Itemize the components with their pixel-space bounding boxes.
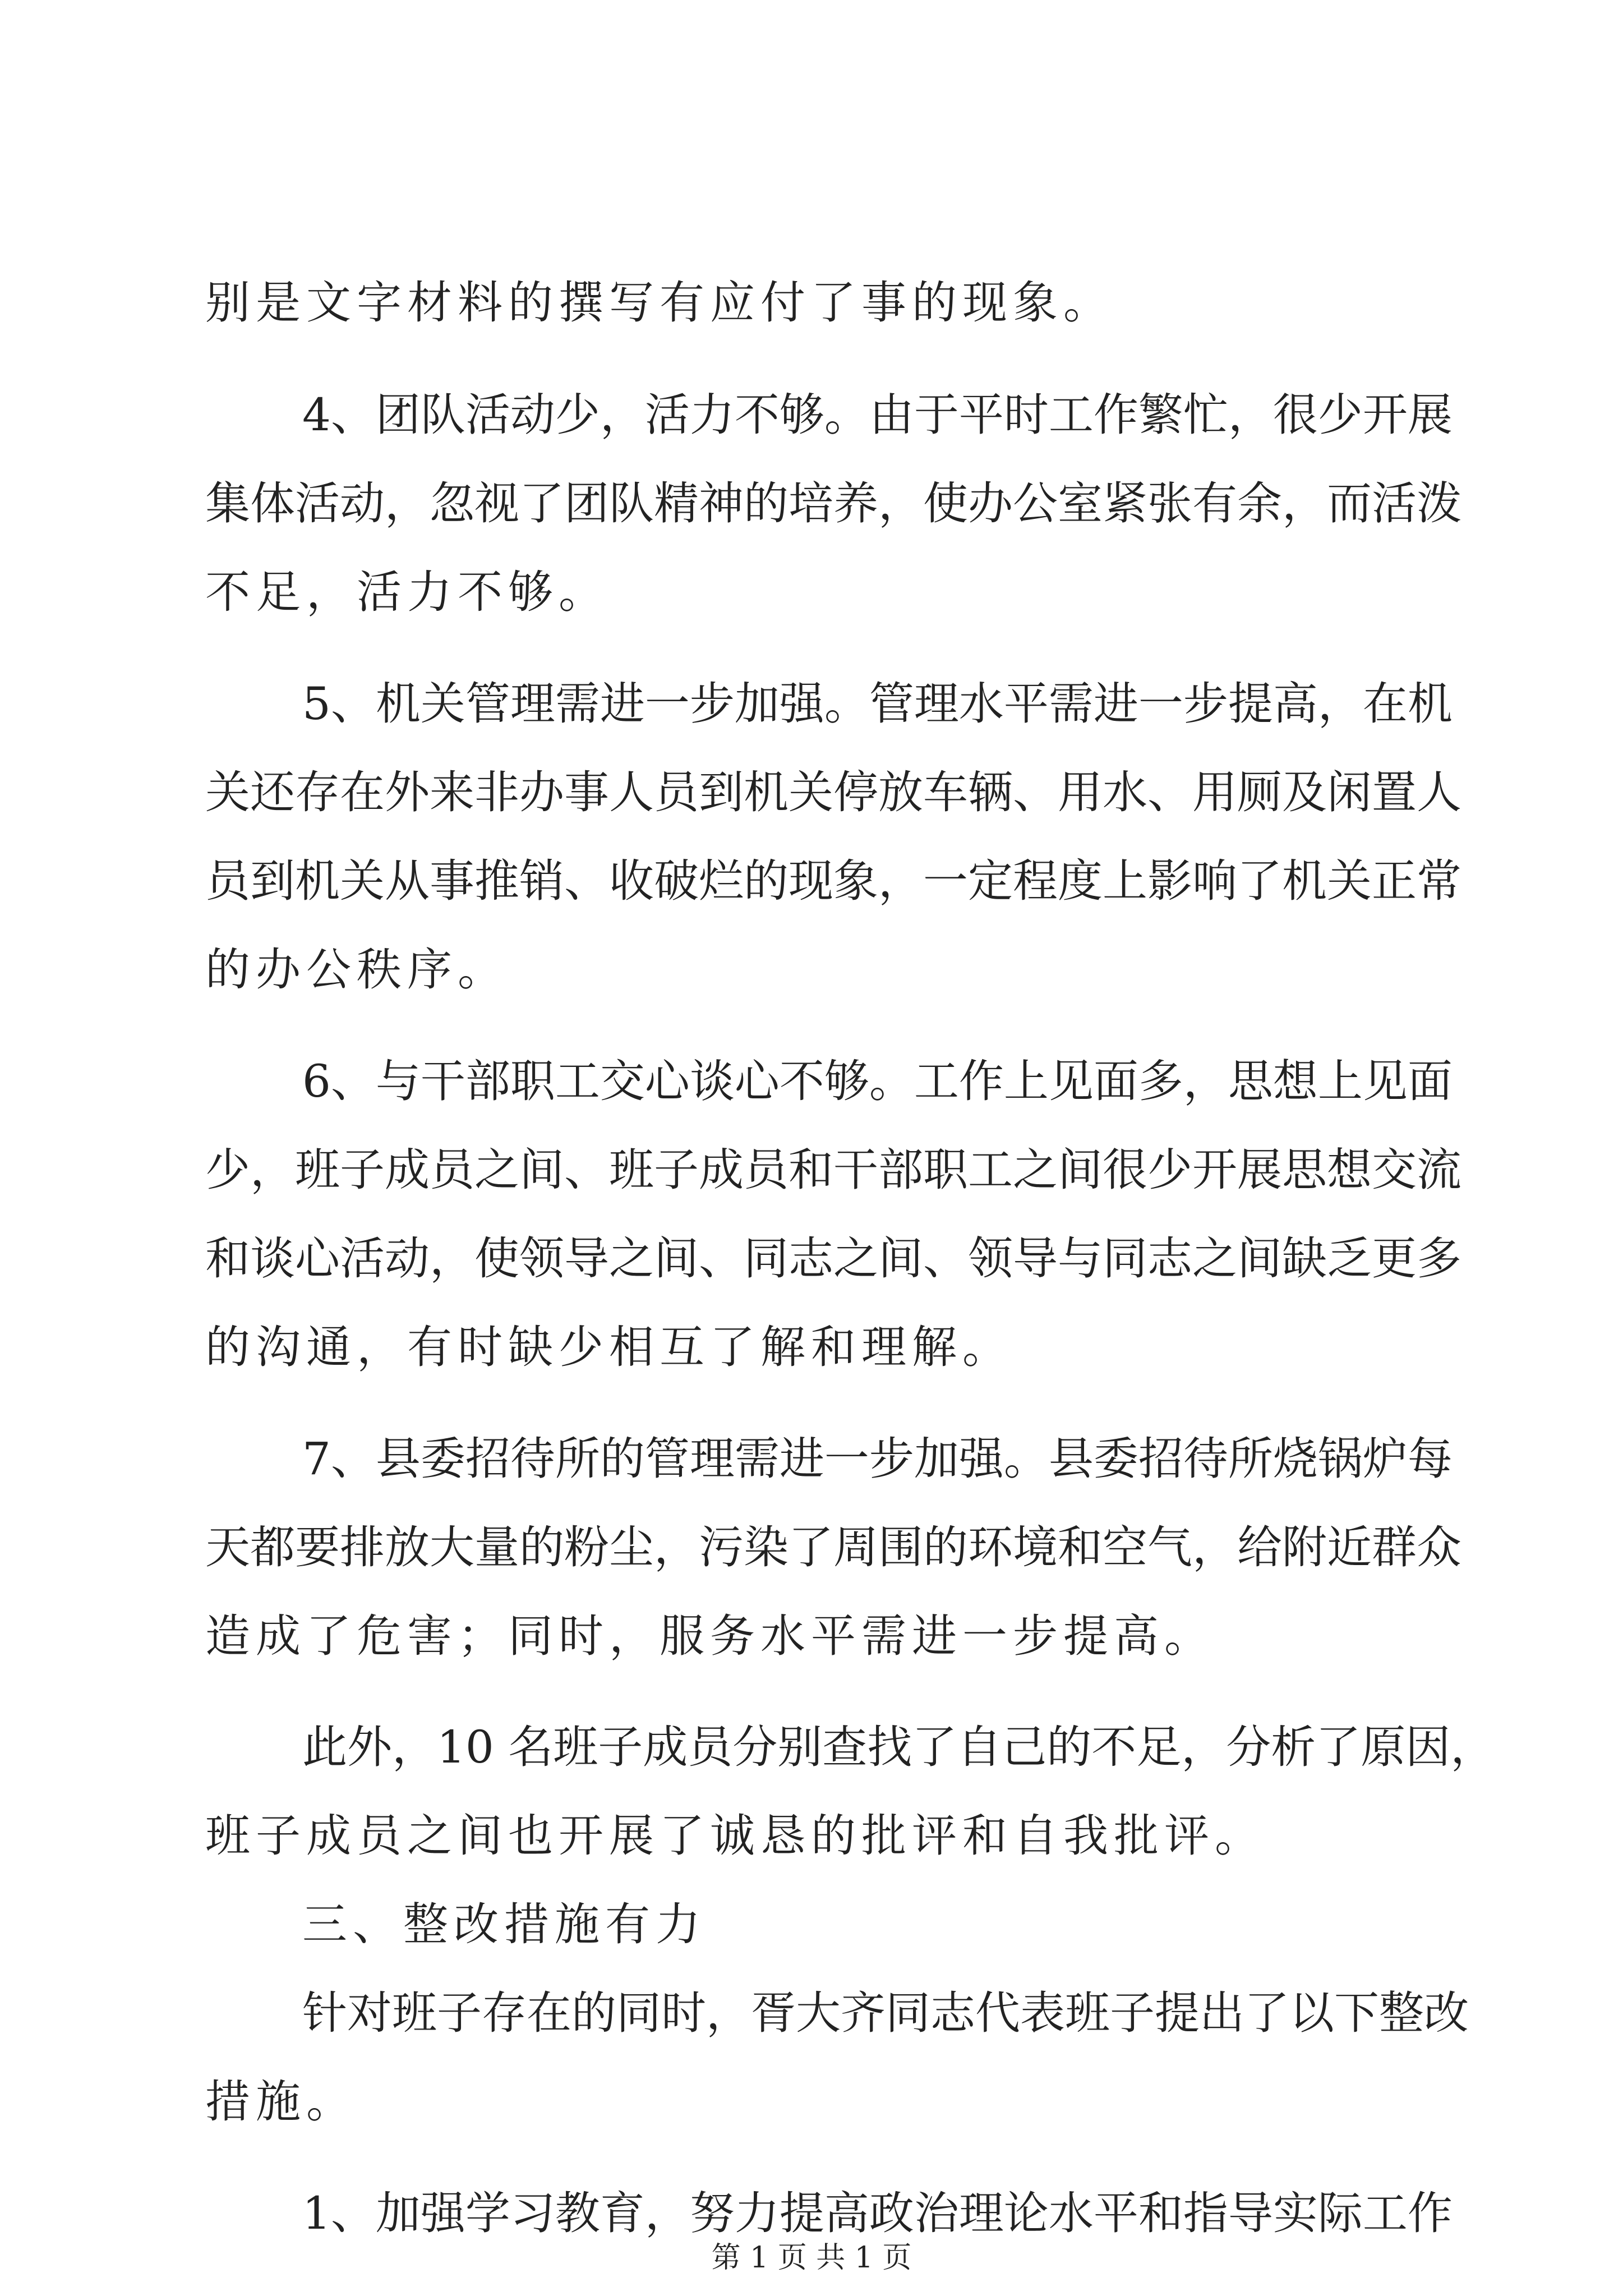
- text-line: 4、团队活动少，活力不够。由于平时工作繁忙，很少开展: [302, 389, 1453, 441]
- text-line: 的沟通，有时缺少相互了解和理解。: [205, 1321, 1013, 1373]
- text-line: 5、机关管理需进一步加强。管理水平需进一步提高，在机: [302, 678, 1453, 730]
- page-footer: 第 1 页 共 1 页: [711, 2241, 912, 2275]
- text-line: 员到机关从事推销、收破烂的现象，一定程度上影响了机关正常: [205, 855, 1461, 907]
- text-line: 此外，10 名班子成员分别查找了自己的不足，分析了原因，: [302, 1721, 1496, 1773]
- text-line: 造成了危害；同时，服务水平需进一步提高。: [205, 1610, 1215, 1662]
- text-line: 的办公秩序。: [205, 944, 508, 996]
- text-line: 7、县委招待所的管理需进一步加强。县委招待所烧锅炉每: [302, 1433, 1453, 1485]
- text-line: 不足，活力不够。: [205, 566, 609, 618]
- text-line: 措施。: [205, 2076, 357, 2128]
- text-line: 1、加强学习教育，努力提高政治理论水平和指导实际工作: [302, 2187, 1453, 2239]
- text-line: 关还存在外来非办事人员到机关停放车辆、用水、用厕及闲置人: [205, 766, 1461, 818]
- text-line: 少，班子成员之间、班子成员和干部职工之间很少开展思想交流: [205, 1144, 1461, 1196]
- text-line: 集体活动，忽视了团队精神的培养，使办公室紧张有余，而活泼: [205, 477, 1461, 530]
- section-heading: 三、整改措施有力: [302, 1898, 706, 1950]
- text-line: 班子成员之间也开展了诚恳的批评和自我批评。: [205, 1810, 1265, 1862]
- text-line: 天都要排放大量的粉尘，污染了周围的环境和空气，给附近群众: [205, 1521, 1461, 1573]
- text-line: 别是文字材料的撰写有应付了事的现象。: [205, 277, 1114, 329]
- text-line: 6、与干部职工交心谈心不够。工作上见面多，思想上见面: [302, 1055, 1453, 1107]
- text-line: 和谈心活动，使领导之间、同志之间、领导与同志之间缺乏更多: [205, 1232, 1461, 1285]
- text-line: 针对班子存在的同时，胥大齐同志代表班子提出了以下整改: [302, 1987, 1469, 2039]
